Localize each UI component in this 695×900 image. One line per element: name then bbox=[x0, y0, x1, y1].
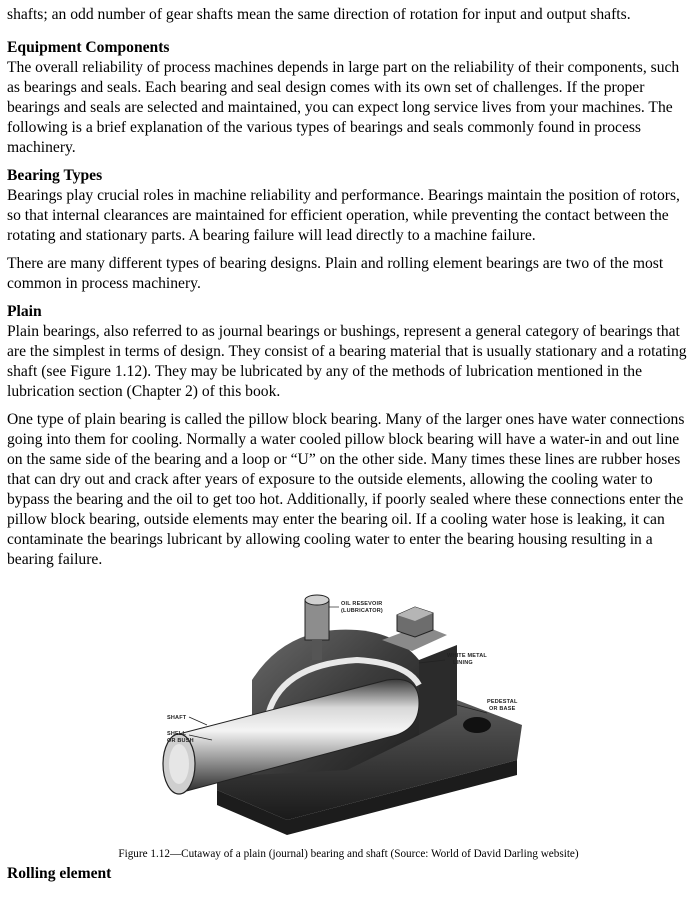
heading-equipment-components: Equipment Components bbox=[7, 39, 170, 56]
figure-caption: Figure 1.12—Cutaway of a plain (journal) bearing and shaft (Source: World of David Darling website) bbox=[118, 848, 579, 861]
paragraph-plain-2: One type of plain bearing is called the pillow block bearing. Many of the larger ones have water connections going into them for cooling. Normally a water cooled pillow block bearing will have a water-in and out line on the same side of the bearing and a loop or “U” on the other side. Many times these lines are rubber hoses that can dry out and crack after years of exposure to the outside elements, allowing the cooling water to bypass the bearing and the oil to get too hot. Additionally, if poorly sealed where these connections enter the pillow block bearing, outside elements may enter the bearing oil. If a cooling water hose is leaking, it can contaminate the bearings lubricant by allowing cooling water to enter the bearing housing resulting in a bearing failure. bbox=[7, 411, 685, 568]
label-shell: SHELL bbox=[167, 731, 187, 737]
label-or-bush: OR BUSH bbox=[167, 738, 194, 744]
label-or-base: OR BASE bbox=[489, 706, 516, 712]
label-shaft: SHAFT bbox=[167, 715, 187, 721]
label-pedestal: PEDESTAL bbox=[487, 699, 518, 705]
heading-bearing-types: Bearing Types bbox=[7, 167, 103, 184]
heading-rolling-element: Rolling element bbox=[7, 865, 112, 882]
label-oil-reservoir: OIL RESEVOIR bbox=[341, 601, 383, 607]
figure-plain-bearing-illustration bbox=[157, 585, 547, 835]
label-white-metal: WHITE METAL bbox=[447, 653, 487, 659]
label-lubricator: (LUBRICATOR) bbox=[341, 608, 383, 614]
paragraph-bearing-types-1: Bearings play crucial roles in machine reliability and performance. Bearings maintain the position of rotors, so that internal clearances are maintained for efficient operation, while preventing the contact between the rotating and stationary parts. A bearing failure will lead directly to a machine failure. bbox=[7, 187, 680, 244]
paragraph-equipment-components: The overall reliability of process machines depends in large part on the reliability of their components, such as bearings and seals. Each bearing and seal design comes with its own set of challenges. If the proper bearings and seals are selected and maintained, you can expect long service lives from your machines. The following is a brief explanation of the various types of bearings and seals commonly found in process machinery. bbox=[7, 59, 680, 156]
heading-plain: Plain bbox=[7, 303, 42, 320]
paragraph-bearing-types-2: There are many different types of bearing designs. Plain and rolling element bearings are two of the most common in process machinery. bbox=[7, 255, 664, 292]
intro-line: shafts; an odd number of gear shafts mean the same direction of rotation for input and output shafts. bbox=[7, 6, 631, 23]
label-lining: LINING bbox=[453, 660, 473, 666]
paragraph-plain-1: Plain bearings, also referred to as journal bearings or bushings, represent a general category of bearings that are the simplest in terms of design. They consist of a bearing material that is usually stationary and a rotating shaft (see Figure 1.12). They may be lubricated by any of the methods of lubrication mentioned in the lubrication section (Chapter 2) of this book. bbox=[7, 323, 687, 400]
